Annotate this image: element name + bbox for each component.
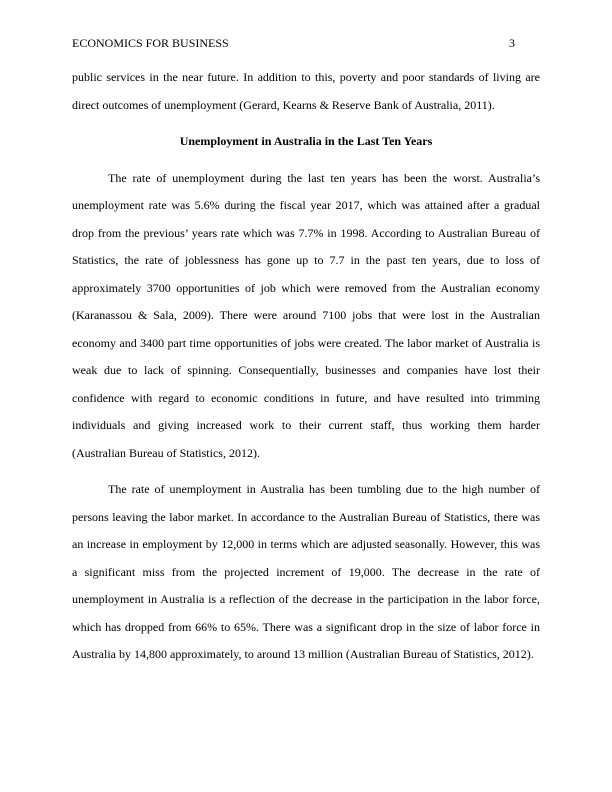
running-head: ECONOMICS FOR BUSINESS [72,36,229,50]
paragraph-spacer [72,467,540,476]
paragraph-2: The rate of unemployment in Australia has been tumbling due to the high number of persons leaving the labor market. In accordance to the Australian Bureau of Statistics, there was an increase in employment by 12,000 in terms which are adjusted seasonally. However, this was a significant miss from the projected increment of 19,000. The decrease in the rate of unemployment in Australia is a reflection of the decrease in the participation in the labor force, which has dropped from 66% to 65%. There was a significant drop in the size of labor force in Australia by 14,800 approximately, to around 13 million (Australian Bureau of Statistics, 2012). [72,482,540,661]
body-text [72,64,540,669]
section-heading: Unemployment in Australia in the Last Ten Years [179,134,433,148]
paragraph-1: The rate of unemployment during the last ten years has been the worst. Australia’s unemployment rate was 5.6% during the fiscal year 2017, which was attained after a gradual drop from the previous’ years rate which was 7.7% in 1998. According to Australian Bureau of Statistics, the rate of joblessness has gone up to 7.7 in the past ten years, due to loss of approximately 3700 opportunities of job which were removed from the Australian economy (Karanassou & Sala, 2009). There were around 7100 jobs that were lost in the Australian economy and 3400 part time opportunities of jobs were created. The labor market of Australia is weak due to lack of spinning. Consequentially, businesses and companies have lost their confidence with regard to economic conditions in future, and have resulted into trimming individuals and giving increased work to their current staff, thus working them harder (Australian Bureau of Statistics, 2012). [72,170,540,460]
page-number: 3 [509,36,515,50]
continuation-paragraph: public services in the near future. In addition to this, poverty and poor standards of living are direct outcomes of unemployment (Gerard, Kearns & Reserve Bank of Australia, 2011). [72,70,540,112]
